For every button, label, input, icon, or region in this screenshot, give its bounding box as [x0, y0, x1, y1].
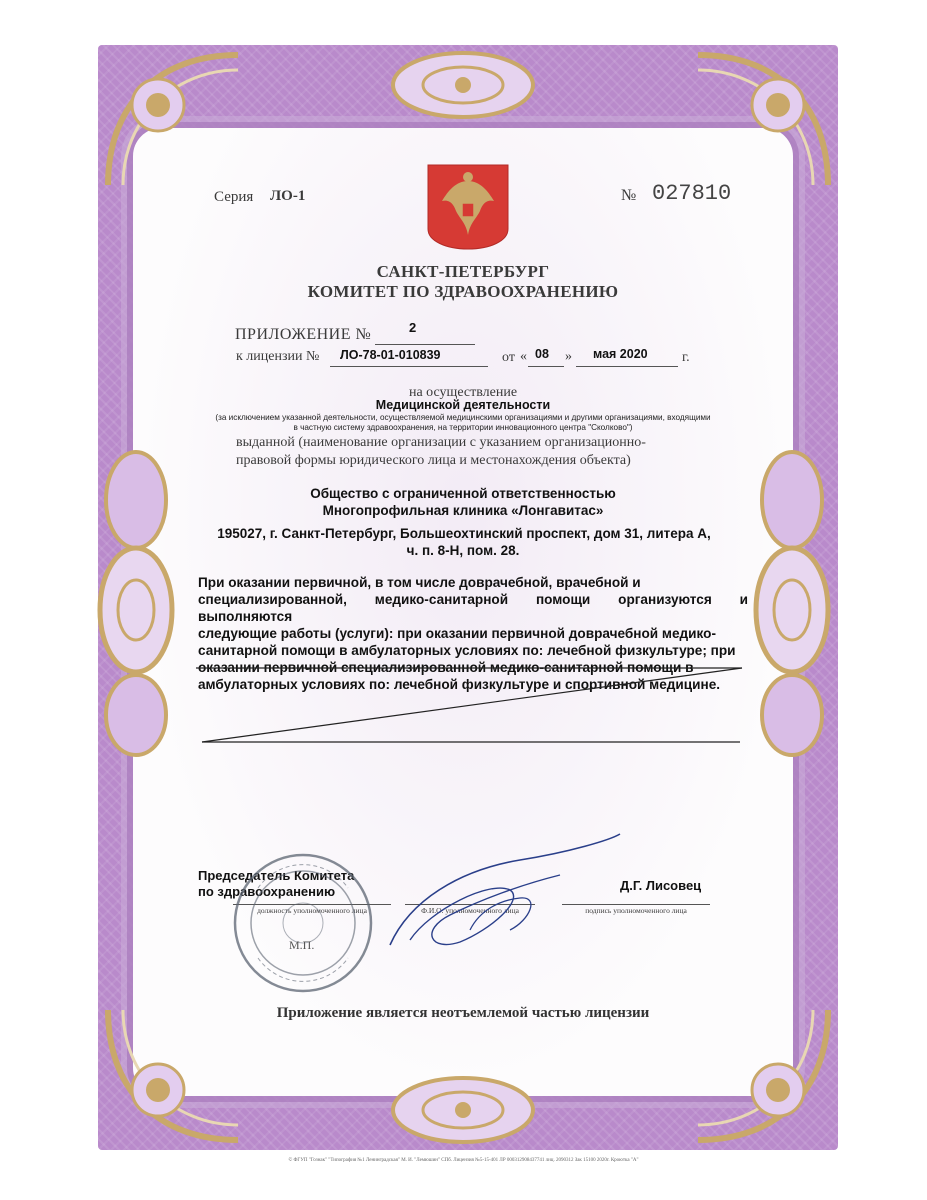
license-number-line	[330, 366, 488, 367]
printer-imprint: © ФГУП "Гознак" "Типография №1 Ленинградская" М. И. "Лемюшин" СПб. Лицензия №5-15-401 ЛР 000312908437741 лиц. 2090312 Зак 15100 2020г. Кроютка "А"	[288, 1158, 639, 1163]
footer-statement: Приложение является неотъемлемой частью лицензии	[276, 1005, 650, 1021]
round-stamp	[228, 848, 378, 998]
services-line: оказании первичной специализированной медико-санитарной помощи в	[198, 660, 694, 675]
series-label: Серия	[214, 189, 254, 205]
appendix-number-line	[375, 344, 475, 345]
city-heading: САНКТ-ПЕТЕРБУРГ	[376, 262, 550, 281]
number-label: №	[621, 187, 637, 204]
coat-of-arms-emblem	[426, 163, 510, 251]
top-center-ornament	[383, 45, 543, 135]
handwritten-signature	[370, 830, 630, 960]
services-line: следующие работы (услуги): при оказании первичной доврачебной медико-	[198, 626, 716, 641]
organization-address-line1: 195027, г. Санкт-Петербург, Большеохтинский проспект, дом 31, литера А,	[217, 526, 711, 541]
signatory-name: Д.Г. Лисовец	[620, 878, 702, 893]
committee-heading: КОМИТЕТ ПО ЗДРАВООХРАНЕНИЮ	[307, 282, 619, 301]
day-value: 08	[535, 347, 549, 361]
cancellation-z-lines	[190, 660, 750, 750]
caption-position: должность уполномоченного лица	[257, 906, 367, 915]
issued-to-line1: выданной (наименование организации с указанием организационно-	[236, 435, 646, 450]
organization-address-line2: ч. п. 8-Н, пом. 28.	[406, 543, 520, 558]
appendix-label: ПРИЛОЖЕНИЕ №	[235, 326, 372, 343]
number-value: 027810	[652, 181, 732, 206]
corner-ornament-bottom-right	[688, 1000, 838, 1150]
right-side-ornament	[752, 440, 832, 760]
series-value: ЛО-1	[270, 188, 306, 204]
activity-note-line2: в частную систему здравоохранения, на территории инновационного центра "Сколково")	[293, 423, 633, 432]
quote-close: »	[565, 349, 572, 364]
organization-name-line1: Общество с ограниченной ответственностью	[310, 486, 616, 501]
issued-to-line2: правовой формы юридического лица и местонахождения объекта)	[236, 453, 631, 468]
license-label: к лицензии №	[236, 349, 320, 364]
caption-name: Ф.И.О. уполномоченного лица	[421, 906, 519, 915]
corner-ornament-bottom-left	[98, 1000, 248, 1150]
month-year-value: мая 2020	[593, 347, 648, 361]
activity-note-line1: (за исключением указанной деятельности, осуществляемой медицинскими организациями и другими организациями, входящими	[215, 413, 711, 422]
services-line: специализированной, медико-санитарной помощи организуются и выполняются	[198, 592, 748, 624]
stamp-place-label: М.П.	[289, 938, 315, 952]
activity-title: Медицинской деятельности	[375, 398, 551, 412]
from-label: от	[502, 350, 515, 365]
left-side-ornament	[96, 440, 176, 760]
month-line	[576, 366, 678, 367]
signatory-position-line2: по здравоохранению	[198, 884, 336, 899]
quote-open: «	[520, 349, 527, 364]
services-line: При оказании первичной, в том числе доврачебной, врачебной и	[198, 575, 641, 590]
services-line: санитарной помощи в амбулаторных условиях по: лечебной физкультуре; при	[198, 643, 736, 658]
day-line	[528, 366, 564, 367]
activity-intro: на осуществление	[408, 385, 518, 400]
license-number: ЛО-78-01-010839	[340, 348, 441, 362]
bottom-center-ornament	[383, 1060, 543, 1150]
caption-signature: подпись уполномоченного лица	[585, 906, 687, 915]
services-line: амбулаторных условиях по: лечебной физкультуре и спортивной медицине.	[198, 677, 721, 692]
year-suffix: г.	[682, 350, 690, 365]
signatory-position-line1: Председатель Комитета	[198, 868, 355, 883]
corner-ornament-top-right	[688, 45, 838, 195]
organization-name-line2: Многопрофильная клиника «Лонгавитас»	[322, 503, 604, 518]
corner-ornament-top-left	[98, 45, 248, 195]
appendix-number: 2	[409, 320, 417, 335]
